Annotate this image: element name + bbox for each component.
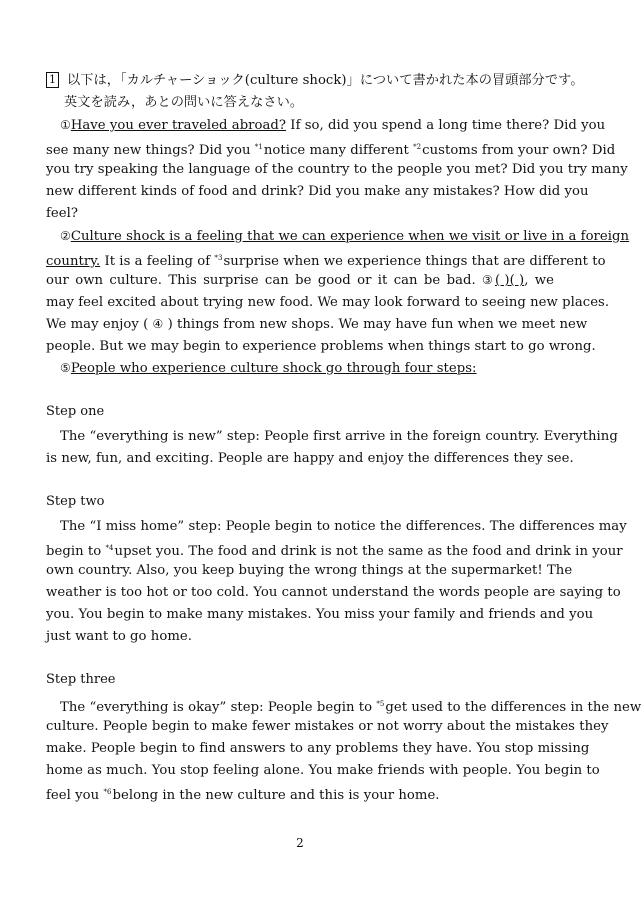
step1-line-1: The “everything is new” step: People first arrive in the foreign country. Everything — [60, 429, 618, 444]
footnote-mark-5: *5 — [376, 700, 385, 708]
p1-line-3: you try speaking the language of the country to the people you met? Did you try many — [46, 162, 628, 177]
page-number: 2 — [296, 836, 304, 850]
step3-line-5: feel you $^{*6}$belong in the new culture and this is your home. — [46, 788, 440, 803]
step3-line-4: home as much. You stop feeling alone. You make friends with people. You begin to — [46, 763, 600, 778]
p2-line-4: may feel excited about trying new food. We may look forward to seeing new places. — [46, 295, 610, 310]
p1-line-4: new different kinds of food and drink? Did you make any mistakes? How did you — [46, 184, 589, 199]
footnote-mark-6: *6 — [103, 788, 112, 796]
question-header-line-2 — [64, 92, 572, 113]
p2-line-5: We may enjoy ( ④ ) things from new shops. We may have fun when we meet new — [46, 317, 588, 332]
answer-blank-4: ④ — [152, 317, 164, 331]
question-number-box: 1 — [46, 72, 59, 88]
step1-line-2: is new, fun, and exciting. People are happy and enjoy the differences they see. — [46, 451, 574, 466]
question-header-line-1 — [46, 70, 584, 91]
instruction-text-2: 英文を読み，あとの問いに答えなさい。 — [64, 95, 304, 110]
p1-line-2: see many new things? Did you $^{*1}$notice many different $^{*2}$customs from your own? Did — [46, 143, 616, 158]
step2-line-5: you. You begin to make many mistakes. You miss your family and friends and you — [46, 607, 594, 622]
step2-line-1: The “I miss home” step: People begin to notice the differences. The differences may — [60, 519, 627, 534]
footnote-mark-2: *2 — [413, 143, 422, 151]
p1-line-1: ①Have you ever traveled abroad? If so, did you spend a long time there? Did you — [60, 118, 606, 133]
instruction-text-1: 以下は，「カルチャーショック(culture shock)」について書かれた本の冒頭部分です。 — [67, 73, 584, 88]
step2-line-2: begin to $^{*4}$upset you. The food and drink is not the same as the food and drink in your — [46, 544, 623, 559]
step2-line-6: just want to go home. — [46, 629, 192, 644]
p2-line-6: people. But we may begin to experience problems when things start to go wrong. — [46, 339, 596, 354]
p2-line-2: country. It is a feeling of $^{*3}$surprise when we experience things that are different to — [46, 254, 606, 269]
step2-line-4: weather is too hot or too cold. You cannot understand the words people are saying to — [46, 585, 621, 600]
step3-line-3: make. People begin to find answers to any problems they have. You stop missing — [46, 741, 590, 756]
step2-line-3: own country. Also, you keep buying the wrong things at the supermarket! The — [46, 563, 573, 578]
footnote-mark-3: *3 — [214, 254, 223, 262]
answer-blank-3b: ( ) — [509, 273, 525, 288]
p2-line-1: ②Culture shock is a feeling that we can experience when we visit or live in a foreign — [60, 229, 630, 244]
underlined-sentence-2: Culture shock is a feeling that we can experience when we visit or live in a foreign — [70, 229, 630, 244]
step-three-title: Step three — [46, 672, 116, 687]
footnote-mark-4: *4 — [105, 544, 114, 552]
answer-blank-3a: ( ) — [494, 273, 510, 288]
step-two-title: Step two — [46, 494, 105, 509]
p2-line-7: ⑤People who experience culture shock go through four steps: — [60, 361, 477, 376]
p2-line-3: our own culture. This surprise can be good or it can be bad. ③( )( ), we — [46, 270, 554, 291]
footnote-mark-1: *1 — [254, 143, 263, 151]
step-one-title: Step one — [46, 404, 105, 419]
underlined-sentence-5: People who experience culture shock go through four steps: — [70, 361, 477, 376]
underlined-sentence-1: Have you ever traveled abroad? — [70, 118, 287, 133]
step3-line-2: culture. People begin to make fewer mistakes or not worry about the mistakes they — [46, 719, 609, 734]
p1-line-5: feel? — [46, 206, 79, 221]
step3-line-1: The “everything is okay” step: People begin to $^{*5}$get used to the differences in the new — [60, 700, 641, 715]
